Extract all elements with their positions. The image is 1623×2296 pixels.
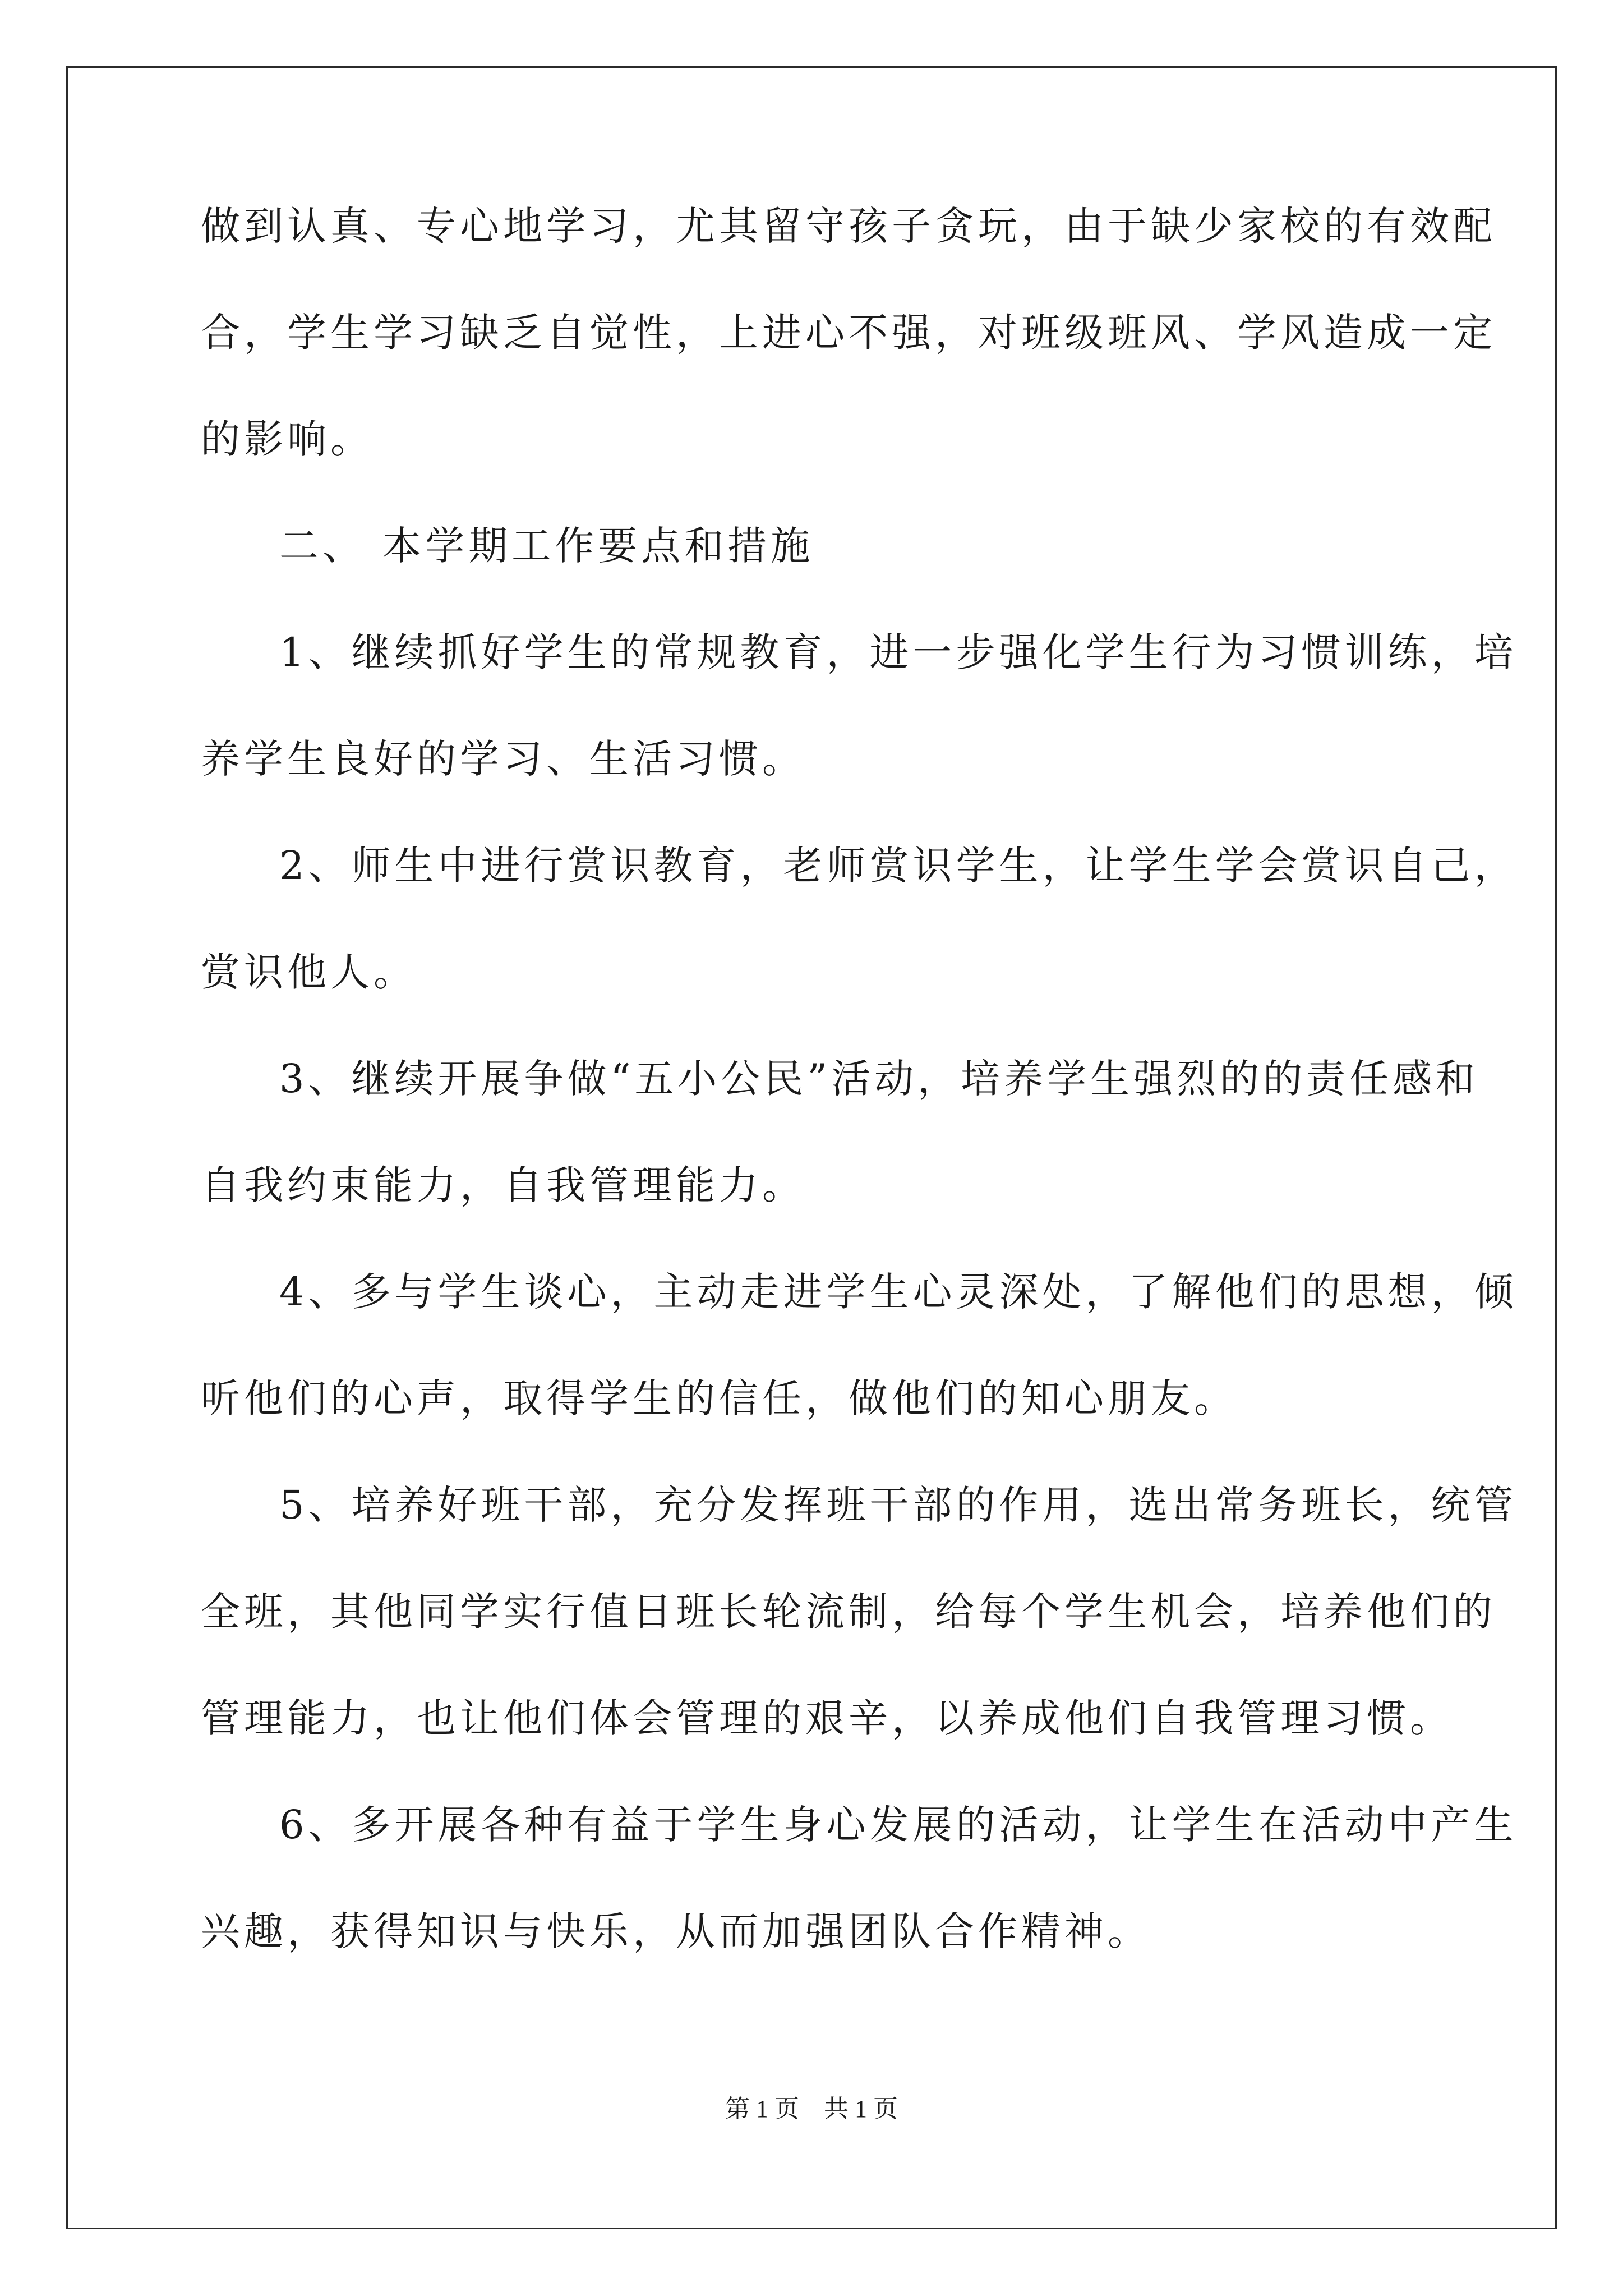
paragraph-line: 做到认真、专心地学习，尤其留守孩子贪玩，由于缺少家校的有效配 <box>201 203 1496 249</box>
paragraph-line: 全班，其他同学实行值日班长轮流制，给每个学生机会，培养他们的 <box>201 1589 1496 1635</box>
page-number-footer: 第 1 页 共 1 页 <box>725 2095 898 2123</box>
paragraph-line: 管理能力，也让他们体会管理的艰辛，以养成他们自我管理习惯。 <box>201 1695 1453 1741</box>
paragraph-line: 赏识他人。 <box>201 949 417 995</box>
paragraph-line: 养学生良好的学习、生活习惯。 <box>201 736 805 782</box>
section-heading: 二、 本学期工作要点和措施 <box>279 523 814 569</box>
paragraph-line: 自我约束能力，自我管理能力。 <box>201 1162 805 1208</box>
paragraph-line: 3、继续开展争做“五小公民”活动，培养学生强烈的的责任感和 <box>279 1056 1479 1102</box>
paragraph-line: 听他们的心声，取得学生的信任，做他们的知心朋友。 <box>201 1375 1237 1421</box>
paragraph-line: 5、培养好班干部，充分发挥班干部的作用，选出常务班长，统管 <box>279 1482 1518 1528</box>
paragraph-line: 兴趣，获得知识与快乐，从而加强团队合作精神。 <box>201 1908 1151 1954</box>
paragraph-line: 6、多开展各种有益于学生身心发展的活动，让学生在活动中产生 <box>279 1802 1518 1848</box>
paragraph-line: 的影响。 <box>201 416 374 462</box>
paragraph-line: 2、师生中进行赏识教育，老师赏识学生，让学生学会赏识自己， <box>279 843 1518 889</box>
paragraph-line: 4、多与学生谈心，主动走进学生心灵深处，了解他们的思想，倾 <box>279 1269 1518 1315</box>
paragraph-line: 1、继续抓好学生的常规教育，进一步强化学生行为习惯训练，培 <box>279 629 1518 675</box>
paragraph-line: 合，学生学习缺乏自觉性，上进心不强，对班级班风、学风造成一定 <box>201 310 1496 356</box>
